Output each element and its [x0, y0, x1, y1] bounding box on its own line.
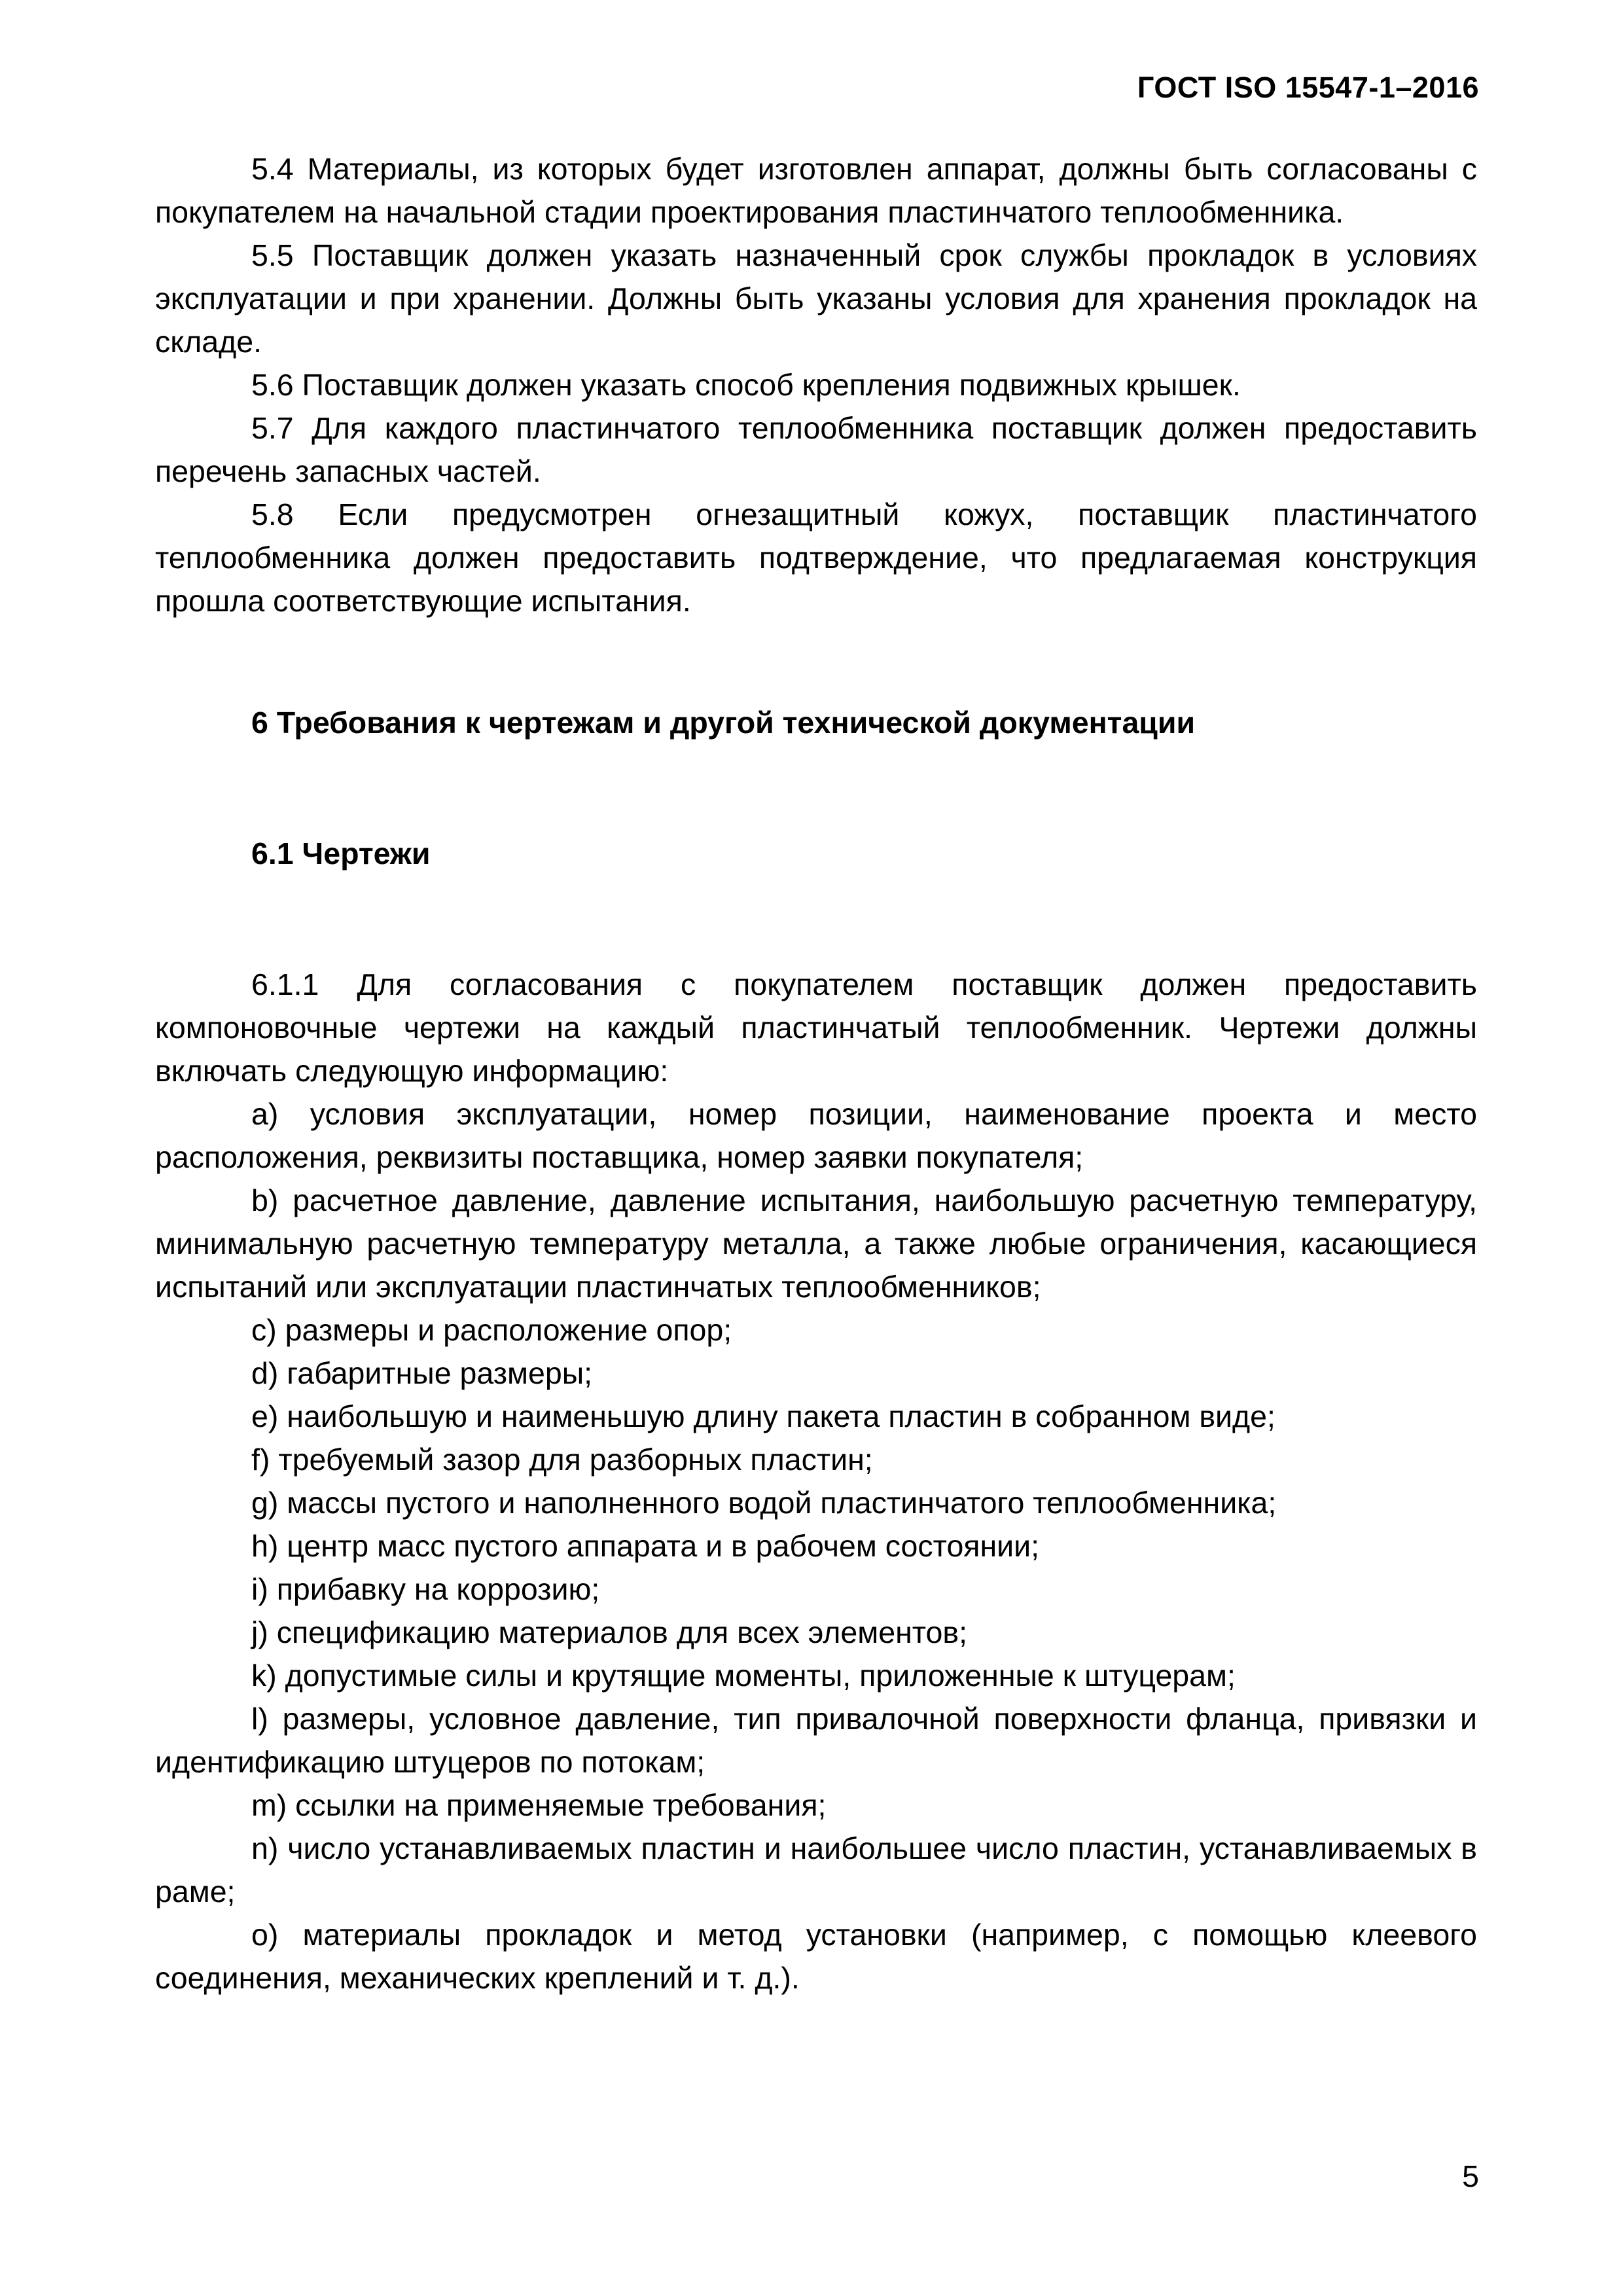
page-content — [155, 147, 1477, 2000]
paragraph-6-1-1: 6.1.1 Для согласования с покупателем поставщик должен предоставить компоновочные чертежи на каждый пластинчатый теплообменник. Чертежи должны включать следующую информацию: — [155, 967, 1477, 1088]
list-item: l) размеры, условное давление, тип привалочной поверхности фланца, привязки и идентификацию штуцеров по потокам; — [155, 1702, 1477, 1779]
list-item: m) ссылки на применяемые требования; — [251, 1788, 827, 1822]
list-item: e) наибольшую и наименьшую длину пакета пластин в собранном виде; — [251, 1399, 1275, 1433]
section-6-heading: 6 Требования к чертежам и другой технической документации — [251, 706, 1196, 740]
list-item: f) требуемый зазор для разборных пластин; — [251, 1443, 873, 1477]
paragraph-5-6: 5.6 Поставщик должен указать способ крепления подвижных крышек. — [251, 368, 1241, 402]
subsection-6-1-heading: 6.1 Чертежи — [251, 836, 431, 870]
list-item: g) массы пустого и наполненного водой пластинчатого теплообменника; — [251, 1486, 1277, 1520]
list-item: k) допустимые силы и крутящие моменты, приложенные к штуцерам; — [251, 1659, 1236, 1693]
paragraph-5-4: 5.4 Материалы, из которых будет изготовлен аппарат, должны быть согласованы с покупателем на начальной стадии проектирования пластинчатого теплообменника. — [155, 152, 1477, 229]
requirements-list — [155, 1092, 1477, 2000]
list-item: o) материалы прокладок и метод установки (например, с помощью клеевого соединения, механических креплений и т. д.). — [155, 1918, 1477, 1995]
list-item: i) прибавку на коррозию; — [251, 1572, 600, 1606]
page-number: 5 — [1462, 2159, 1479, 2193]
list-item: n) число устанавливаемых пластин и наибольшее число пластин, устанавливаемых в раме; — [155, 1831, 1477, 1909]
paragraph-5-7: 5.7 Для каждого пластинчатого теплообменника поставщик должен предоставить перечень запасных частей. — [155, 411, 1477, 488]
standard-code-header: ГОСТ ISO 15547-1–2016 — [1137, 71, 1479, 104]
list-item: c) размеры и расположение опор; — [251, 1313, 732, 1347]
list-item: j) спецификацию материалов для всех элементов; — [251, 1615, 968, 1649]
list-item: d) габаритные размеры; — [251, 1356, 593, 1390]
list-item: h) центр масс пустого аппарата и в рабочем состоянии; — [251, 1529, 1040, 1563]
paragraph-5-8: 5.8 Если предусмотрен огнезащитный кожух, поставщик пластинчатого теплообменника должен предоставить подтверждение, что предлагаемая конструкция прошла соответствующие испытания. — [155, 497, 1477, 618]
paragraph-5-5: 5.5 Поставщик должен указать назначенный срок службы прокладок в условиях эксплуатации и при хранении. Должны быть указаны условия для хранения прокладок на складе. — [155, 238, 1477, 359]
list-item: а) условия эксплуатации, номер позиции, наименование проекта и место расположения, реквизиты поставщика, номер заявки покупателя; — [155, 1097, 1477, 1174]
list-item: b) расчетное давление, давление испытания, наибольшую расчетную температуру, минимальную расчетную температуру металла, а также любые ограничения, касающиеся испытаний или эксплуатации пластинчатых теплообменников; — [155, 1183, 1477, 1304]
